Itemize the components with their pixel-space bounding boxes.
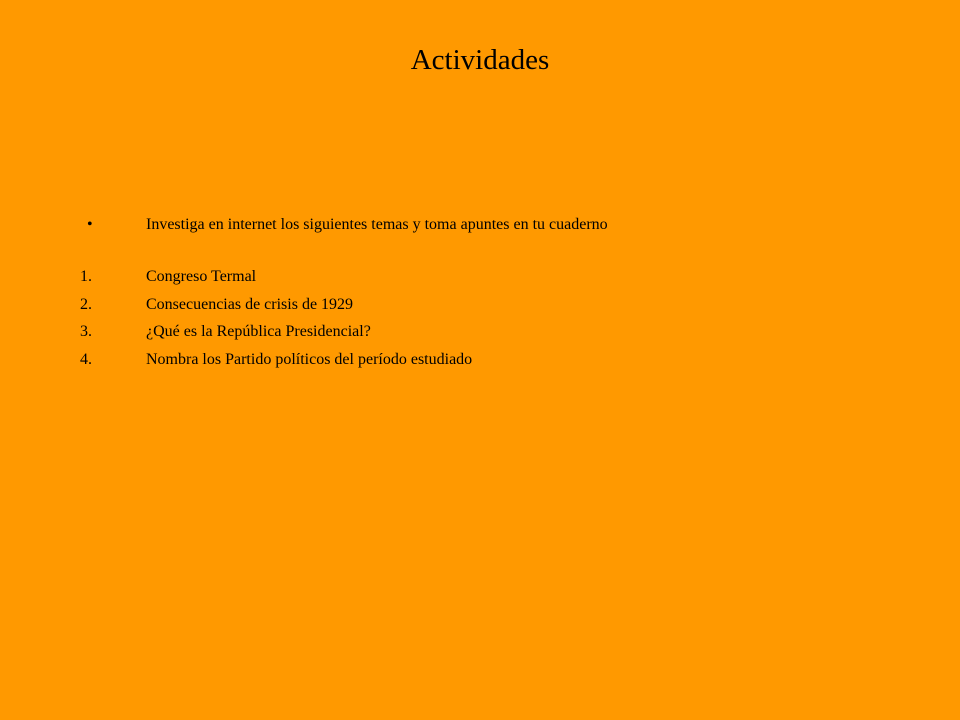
list-item-text: Congreso Termal <box>146 268 257 285</box>
list-item-text: Nombra los Partido políticos del período estudiado <box>146 351 473 368</box>
list-item-text: Consecuencias de crisis de 1929 <box>146 296 354 313</box>
list-number: 4. <box>80 351 92 368</box>
list-number: 2. <box>80 296 92 313</box>
list-number: 1. <box>80 268 92 285</box>
bullet-marker: • <box>87 216 93 233</box>
intro-text: Investiga en internet los siguientes temas y toma apuntes en tu cuaderno <box>146 216 608 233</box>
slide-title: Actividades <box>410 44 550 76</box>
list-number: 3. <box>80 323 92 340</box>
list-item-text: ¿Qué es la República Presidencial? <box>146 323 371 340</box>
